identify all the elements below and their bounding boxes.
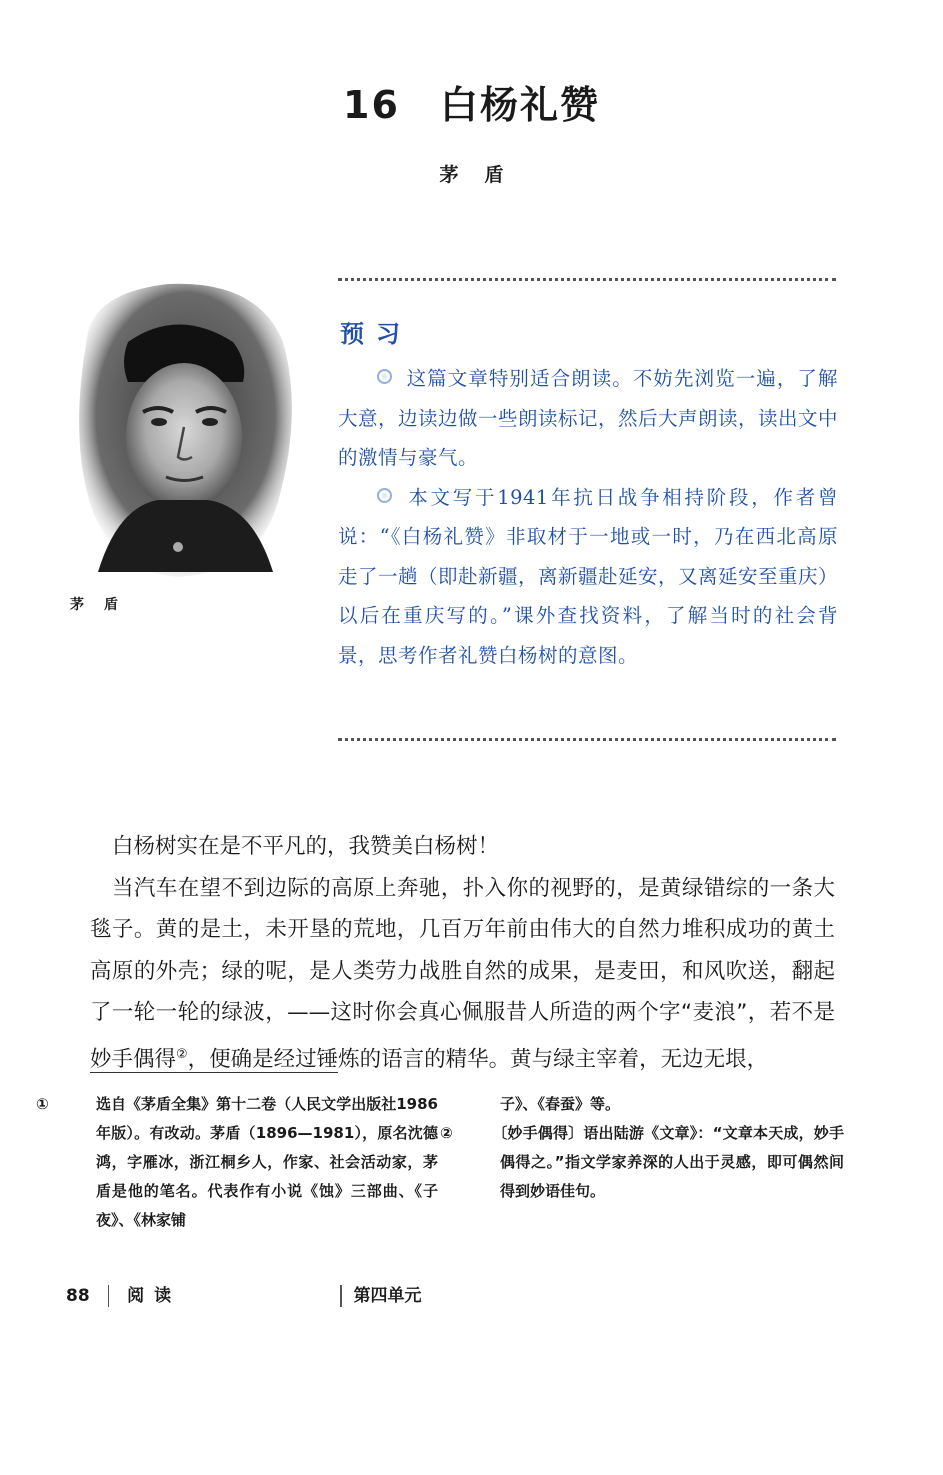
footnote-divider — [90, 1072, 338, 1073]
footer-unit-divider — [340, 1285, 342, 1307]
footnote-ref-2: ② — [176, 1046, 188, 1062]
footer-divider — [108, 1285, 110, 1307]
body-paragraph-1: 白杨树实在是不平凡的，我赞美白杨树！ — [112, 834, 500, 859]
footnote-2 — [440, 1119, 844, 1206]
main-text — [90, 826, 835, 1080]
footer-unit: 第四单元 — [353, 1286, 422, 1306]
lesson-title-text: 白杨礼赞 — [439, 83, 600, 127]
footnote-2-mark: ② — [440, 1124, 453, 1142]
preview-heading: 预习 — [340, 319, 412, 348]
bullet-icon — [377, 488, 392, 503]
preview-bottom-divider — [338, 738, 836, 741]
bullet-icon — [377, 369, 392, 384]
footer-section: 阅读 — [127, 1286, 182, 1306]
preview-top-divider — [338, 278, 836, 281]
footnote-1 — [36, 1090, 438, 1235]
preview-paragraph-1: 这篇文章特别适合朗读。不妨先浏览一遍，了解大意，边读边做一些朗读标记，然后大声朗读，读出文中的激情与豪气。 — [338, 367, 839, 469]
portrait-image — [58, 272, 308, 592]
footnote-2-text: 〔妙手偶得〕语出陆游《文章》：“文章本天成，妙手偶得之。”指文学家养深的人出于灵感，即可偶然间得到妙语佳句。 — [492, 1124, 844, 1200]
page-number: 88 — [66, 1286, 90, 1306]
preview-section — [338, 306, 838, 675]
author-portrait — [58, 272, 308, 592]
body-paragraph-2: 当汽车在望不到边际的高原上奔驰，扑入你的视野的，是黄绿错综的一条大毯子。黄的是土，未开垦的荒地，几百万年前由伟大的自然力堆积成功的黄土高原的外壳；绿的呢，是人类劳力战胜自然的成果，是麦田，和风吹送，翻起了一轮一轮的绿波，——这时你会真心佩服昔人所造的两个字“麦浪”，若不是妙手偶得②，便确是经过锤炼的语言的精华。黄与绿主宰着，无边无垠， — [90, 875, 835, 1072]
footnote-1-text: 选自《茅盾全集》第十二卷（人民文学出版社1986年版）。有改动。茅盾（1896—1981），原名沈德鸿，字雁冰，浙江桐乡人，作家、社会活动家，茅盾是他的笔名。代表作有小说《蚀》三部曲、《子夜》、《林家铺 — [96, 1095, 438, 1229]
footnote-column-right — [440, 1090, 844, 1206]
portrait-caption: 茅盾 — [70, 597, 138, 613]
lesson-title — [0, 74, 943, 129]
footer-unit-block — [340, 1281, 422, 1307]
author-name: 茅盾 — [439, 164, 530, 186]
page-footer — [66, 1281, 181, 1307]
footnote-1-continued: 子》、《春蚕》等。 — [500, 1095, 621, 1113]
lesson-number: 16 — [343, 83, 400, 127]
preview-paragraph-2: 本文写于1941年抗日战争相持阶段，作者曾说：“《白杨礼赞》非取材于一地或一时，乃在西北高原走了一趟（即赴新疆，离新疆赴延安，又离延安至重庆）以后在重庆写的。”课外查找资料，了解当时的社会背景，思考作者礼赞白杨树的意图。 — [338, 485, 839, 667]
footnote-1-mark: ① — [36, 1095, 49, 1113]
